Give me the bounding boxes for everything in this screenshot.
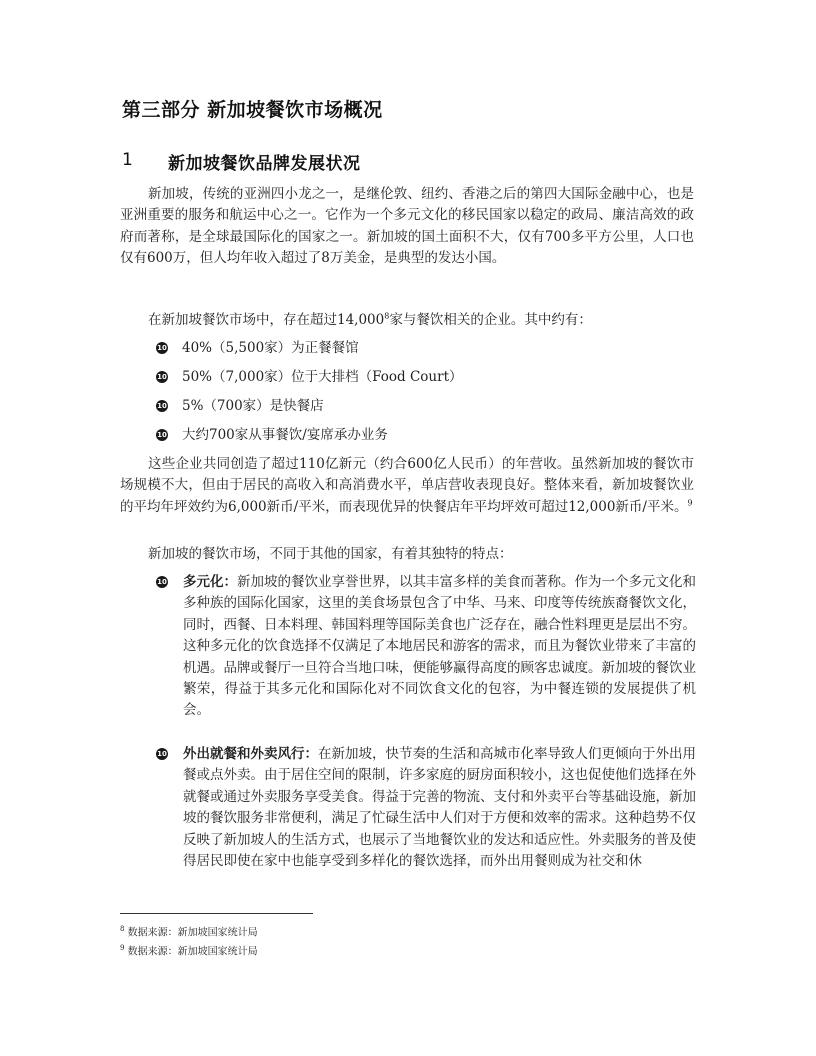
footnote-9 [120, 941, 258, 959]
bullet-icon: 10 [157, 431, 167, 439]
feature-body [183, 744, 696, 872]
footnote-text: 数据来源：新加坡国家统计局 [127, 946, 258, 958]
market-text-post: 家与餐饮相关的企业。其中约有： [389, 312, 592, 328]
footnote-mark: 8 [120, 925, 125, 933]
features-intro-paragraph: 新加坡的餐饮市场，不同于其他的国家，有着其独特的特点： [148, 546, 513, 562]
footnote-divider [120, 913, 313, 914]
footnote-ref-9: 9 [687, 498, 693, 508]
feature-body [183, 572, 696, 722]
feature-text: 新加坡的餐饮业享誉世界，以其丰富多样的美食而著称。作为一个多元文化和多种族的国际化国家，这里的美食场景包含了中华、马来、印度等传统族裔餐饮文化，同时，西餐、日本料理、韩国料理等国际美食也广泛存在，融合性料理更是层出不穷。这种多元化的饮食选择不仅满足了本地居民和游客的需求，而且为餐饮业带来了丰富的机遇。品牌或餐厅一旦符合当地口味，便能够赢得高度的顾客忠诚度。新加坡的餐饮业繁荣，得益于其多元化和国际化对不同饮食文化的包容，为中餐连锁的发展提供了机会。 [183, 574, 696, 719]
bullet-icon: 10 [157, 373, 167, 381]
footnote-text: 数据来源：新加坡国家统计局 [127, 927, 258, 939]
bullet-icon: 10 [157, 750, 167, 758]
feature-item-dining-out [156, 744, 696, 872]
bullet-icon: 10 [157, 578, 167, 586]
section-number: 1 [122, 150, 133, 170]
section-title: 新加坡餐饮品牌发展状况 [168, 154, 361, 174]
feature-lead: 多元化： [183, 574, 237, 590]
bullet-icon: 10 [157, 344, 167, 352]
revenue-text: 这些企业共同创造了超过110亿新元（约合600亿人民币）的年营收。虽然新加坡的餐饮市场规模不大，但由于居民的高收入和高消费水平，单店营收表现良好。整体来看，新加坡餐饮业的平均年坪效约为6,000新币/平米，而表现优异的快餐店年平均坪效可超过12,000新币/平米。 [120, 456, 694, 515]
revenue-paragraph [120, 454, 694, 518]
bullet-icon: 10 [157, 402, 167, 410]
list-item-text: 50%（7,000家）位于大排档（Food Court） [182, 369, 463, 385]
part-title: 第三部分 新加坡餐饮市场概况 [122, 99, 383, 121]
list-item-text: 40%（5,500家）为正餐餐馆 [182, 340, 359, 356]
intro-paragraph: 新加坡，传统的亚洲四小龙之一，是继伦敦、纽约、香港之后的第四大国际金融中心，也是亚洲重要的服务和航运中心之一。它作为一个多元文化的移民国家以稳定的政局、廉洁高效的政府而著称，是全球最国际化的国家之一。新加坡的国土面积不大，仅有700多平方公里，人口也仅有600万，但人均年收入超过了8万美金，是典型的发达小国。 [120, 186, 694, 267]
feature-lead: 外出就餐和外卖风行： [183, 746, 318, 762]
feature-text: 在新加坡，快节奏的生活和高城市化率导致人们更倾向于外出用餐或点外卖。由于居住空间的限制，许多家庭的厨房面积较小，这也促使他们选择在外就餐或通过外卖服务享受美食。得益于完善的物流、支付和外卖平台等基础设施，新加坡的餐饮服务非常便利，满足了忙碌生活中人们对于方便和效率的需求。这种趋势不仅反映了新加坡人的生活方式，也展示了当地餐饮业的发达和适应性。外卖服务的普及使得居民即使在家中也能享受到多样化的餐饮选择，而外出用餐则成为社交和休 [183, 746, 696, 870]
market-paragraph [120, 310, 694, 331]
footnote-8 [120, 922, 258, 940]
feature-item-diversity [156, 572, 696, 722]
footnote-mark: 9 [120, 944, 125, 952]
footnote-ref-8: 8 [384, 311, 390, 321]
list-item-text: 大约700家从事餐饮/宴席承办业务 [182, 427, 388, 443]
market-text-pre: 在新加坡餐饮市场中，存在超过14,000 [148, 312, 385, 328]
list-item-text: 5%（700家）是快餐店 [182, 398, 324, 414]
